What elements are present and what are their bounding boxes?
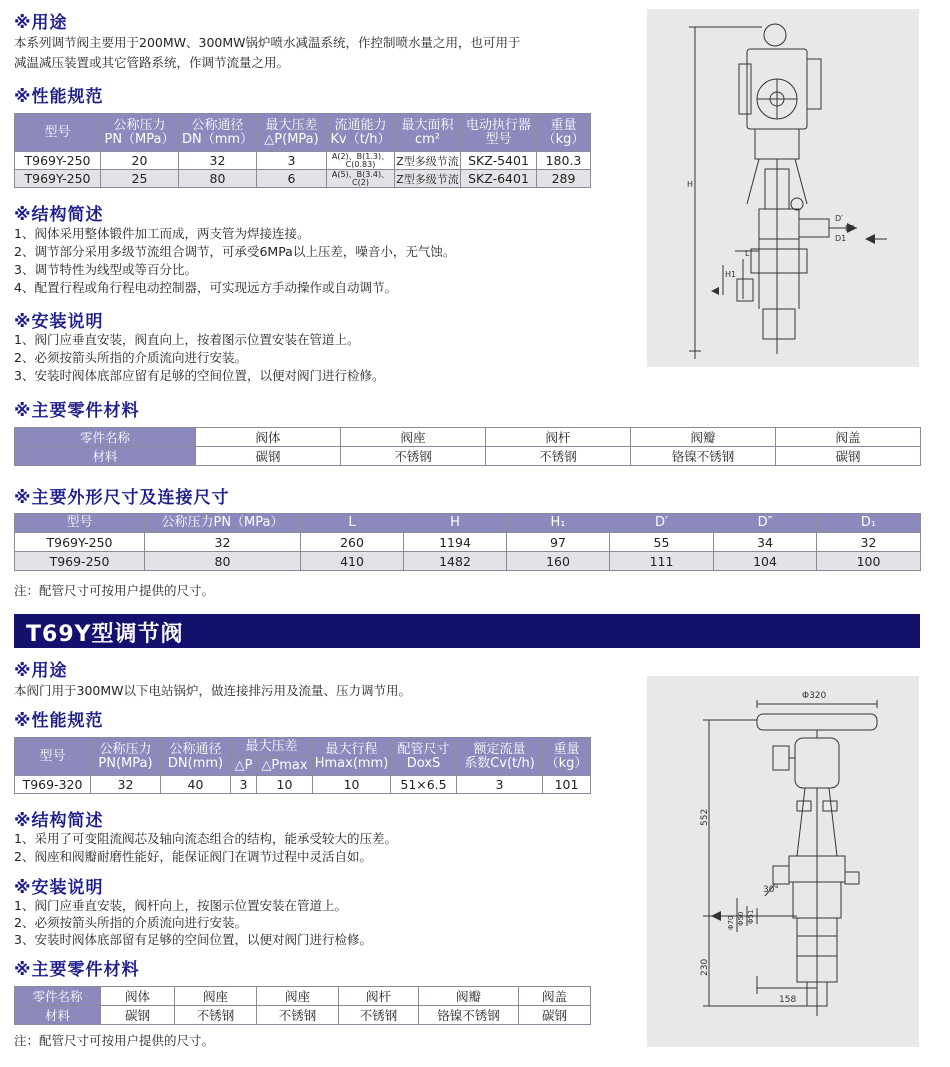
dim-col-h1: H₁ bbox=[507, 514, 610, 533]
col2-max-diff: 最大压差 bbox=[231, 738, 313, 757]
col2-weight: 重量 （kg） bbox=[543, 738, 591, 776]
parts-heading: ※主要零件材料 bbox=[14, 401, 140, 421]
usage-heading: ※用途 bbox=[14, 13, 68, 33]
dim-col-d2prime: D″ bbox=[714, 514, 817, 533]
product-banner bbox=[14, 614, 920, 648]
usage-line-2: 减温减压装置或其它管路系统，作调节流量之用。 bbox=[14, 55, 290, 70]
dimension-heading: ※主要外形尺寸及连接尺寸 bbox=[14, 488, 230, 508]
dim-col-d1: D₁ bbox=[817, 514, 921, 533]
dim-label-d1prime: D′ bbox=[835, 214, 843, 223]
dim-col-l: L bbox=[301, 514, 404, 533]
col2-diameter: 公称通径 DN(mm) bbox=[161, 738, 231, 776]
col-weight: 重量 （kg） bbox=[537, 114, 591, 152]
col2-cv: 额定流量 系数Cv(t/h) bbox=[457, 738, 543, 776]
dim-label-l: L bbox=[745, 249, 750, 258]
dimension-table bbox=[14, 513, 921, 571]
dim2-label-phi70: Φ70 bbox=[727, 915, 735, 930]
performance-heading: ※性能规范 bbox=[14, 87, 104, 107]
table-row: 材料 碳钢 不锈钢 不锈钢 铬镍不锈钢 碳钢 bbox=[15, 447, 921, 466]
dim-label-h1: H1 bbox=[725, 270, 737, 279]
dim2-label-phi50: Φ50 bbox=[737, 911, 745, 926]
performance-heading-2: ※性能规范 bbox=[14, 711, 104, 731]
dim-col-model: 型号 bbox=[15, 514, 145, 533]
col-flow: 流通能力 Kv（t/h） bbox=[327, 114, 395, 152]
usage-line-1: 本系列调节阀主要用于200MW、300MW锅炉喷水减温系统，作控制喷水量之用，也可用于 bbox=[14, 35, 521, 50]
performance-table bbox=[14, 113, 591, 188]
dim-col-d1prime: D′ bbox=[610, 514, 714, 533]
valve-drawing-2 bbox=[647, 676, 919, 1047]
col2-model: 型号 bbox=[15, 738, 91, 776]
structure-line-3: 3、调节特性为线型或等百分比。 bbox=[14, 262, 197, 277]
parts-table-2 bbox=[14, 986, 591, 1025]
dim-label-h: H bbox=[687, 180, 694, 189]
note-2: 注：配管尺寸可按用户提供的尺寸。 bbox=[14, 1033, 215, 1048]
dim2-label-phi51: Φ51 bbox=[747, 909, 755, 924]
col-actuator: 电动执行器 型号 bbox=[461, 114, 537, 152]
install-2-line-3: 3、安装时阀体底部留有足够的空间位置，以便对阀门进行检修。 bbox=[14, 932, 372, 947]
table-row: 零件名称 阀体 阀座 阀杆 阀瓣 阀盖 bbox=[15, 428, 921, 447]
install-line-2: 2、必须按箭头所指的介质流向进行安装。 bbox=[14, 350, 247, 365]
dim-label-d1: D1 bbox=[835, 234, 847, 243]
dim2-label-230: 230 bbox=[700, 958, 710, 976]
dim-col-pressure: 公称压力PN（MPa） bbox=[145, 514, 301, 533]
col-max-diff: 最大压差 △P(MPa) bbox=[257, 114, 327, 152]
dim-label-d2prime: D″ bbox=[845, 224, 855, 233]
col2-dp: △P bbox=[231, 757, 257, 776]
structure-heading-2: ※结构简述 bbox=[14, 811, 104, 831]
performance-table-2 bbox=[14, 737, 591, 794]
col2-dpmax: △Pmax bbox=[257, 757, 313, 776]
install-line-1: 1、阀门应垂直安装，阀直向上，按着图示位置安装在管道上。 bbox=[14, 332, 360, 347]
dim2-label-diameter-320: Φ320 bbox=[802, 691, 827, 701]
col2-pipe: 配管尺寸 DoxS bbox=[391, 738, 457, 776]
dim2-label-158: 158 bbox=[779, 995, 797, 1005]
parts-heading-2: ※主要零件材料 bbox=[14, 960, 140, 980]
dim2-label-552: 552 bbox=[700, 808, 710, 826]
col2-stroke: 最大行程 Hmax(mm) bbox=[313, 738, 391, 776]
install-heading: ※安装说明 bbox=[14, 312, 104, 332]
note-1: 注：配管尺寸可按用户提供的尺寸。 bbox=[14, 583, 215, 598]
col-diameter: 公称通径 DN（mm） bbox=[179, 114, 257, 152]
dim2-label-30deg: 30° bbox=[763, 885, 779, 895]
col-area: 最大面积 cm² bbox=[395, 114, 461, 152]
usage-heading-2: ※用途 bbox=[14, 661, 68, 681]
table-row: 材料 碳钢 不锈钢 不锈钢 不锈钢 铬镍不锈钢 碳钢 bbox=[15, 1006, 591, 1025]
structure-heading: ※结构简述 bbox=[14, 205, 104, 225]
table-row: T969Y-250 32 260 1194 97 55 34 32 bbox=[15, 533, 921, 552]
structure-line-4: 4、配置行程或角行程电动控制器，可实现远方手动操作或自动调节。 bbox=[14, 280, 397, 295]
table-row: 零件名称 阀体 阀座 阀座 阀杆 阀瓣 阀盖 bbox=[15, 987, 591, 1006]
col-pressure: 公称压力 PN（MPa） bbox=[101, 114, 179, 152]
col2-pressure: 公称压力 PN(MPa) bbox=[91, 738, 161, 776]
table-row: T969Y-250 25 80 6 A(5)、B(3.4)、 C(2) Z型多级节流 SKZ-6401 289 bbox=[15, 170, 591, 188]
structure-2-line-2: 2、阀座和阀瓣耐磨性能好，能保证阀门在调节过程中灵活自如。 bbox=[14, 849, 372, 864]
table-row: T969-320 32 40 3 10 10 51×6.5 3 101 bbox=[15, 776, 591, 794]
valve-drawing-1 bbox=[647, 9, 919, 367]
table-row: T969Y-250 20 32 3 A(2)、B(1.3)、 C(0.83) Z型多级节流 SKZ-5401 180.3 bbox=[15, 152, 591, 170]
banner-title: T69Y型调节阀 bbox=[26, 622, 184, 647]
install-2-line-2: 2、必须按箭头所指的介质流向进行安装。 bbox=[14, 915, 247, 930]
col-model: 型号 bbox=[15, 114, 101, 152]
dim-col-h: H bbox=[404, 514, 507, 533]
table-row: T969-250 80 410 1482 160 111 104 100 bbox=[15, 552, 921, 571]
install-2-line-1: 1、阀门应垂直安装，阀杆向上，按图示位置安装在管道上。 bbox=[14, 898, 347, 913]
usage-line-2-1: 本阀门用于300MW以下电站锅炉，做连接排污用及流量、压力调节用。 bbox=[14, 683, 412, 698]
structure-line-2: 2、调节部分采用多级节流组合调节，可承受6MPa以上压差，噪音小，无气蚀。 bbox=[14, 244, 456, 259]
install-heading-2: ※安装说明 bbox=[14, 878, 104, 898]
parts-table bbox=[14, 427, 921, 466]
structure-line-1: 1、阀体采用整体锻件加工而成，两支管为焊接连接。 bbox=[14, 226, 310, 241]
structure-2-line-1: 1、采用了可变阻流阀芯及轴向流态组合的结构，能承受较大的压差。 bbox=[14, 831, 397, 846]
install-line-3: 3、安装时阀体底部应留有足够的空间位置，以便对阀门进行检修。 bbox=[14, 368, 385, 383]
